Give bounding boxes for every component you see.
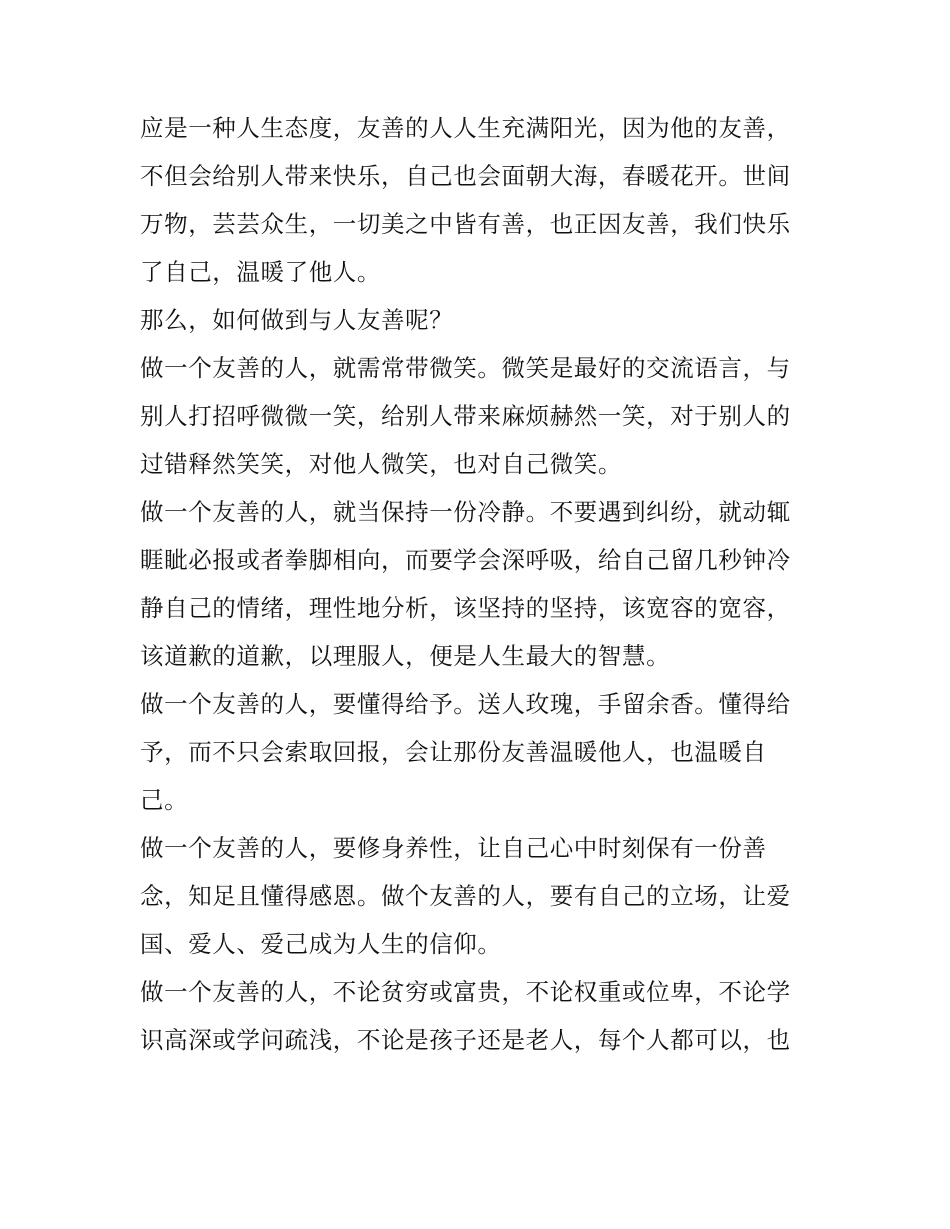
text-line: 识高深或学问疏浅，不论是孩子还是老人，每个人都可以，也 <box>140 1026 791 1054</box>
text-line: 做一个友善的人，就当保持一份冷静。不要遇到纠纷，就动辄 <box>140 498 791 526</box>
text-line: 做一个友善的人，要懂得给予。送人玫瑰，手留余香。懂得给 <box>140 690 791 718</box>
text-line: 做一个友善的人，不论贫穷或富贵，不论权重或位卑，不论学 <box>140 978 791 1006</box>
text-line: 予，而不只会索取回报，会让那份友善温暖他人，也温暖自 <box>140 738 767 766</box>
text-line: 不但会给别人带来快乐，自己也会面朝大海，春暖花开。世间 <box>140 162 791 190</box>
text-line: 国、爱人、爱己成为人生的信仰。 <box>140 930 502 958</box>
text-line: 过错释然笑笑，对他人微笑，也对自己微笑。 <box>140 450 622 478</box>
text-line: 别人打招呼微微一笑，给别人带来麻烦赫然一笑，对于别人的 <box>140 402 791 430</box>
text-line: 己。 <box>140 786 189 814</box>
text-line: 了自己，温暖了他人。 <box>140 258 381 286</box>
text-line: 万物，芸芸众生，一切美之中皆有善，也正因友善，我们快乐 <box>140 210 791 238</box>
text-line: 念，知足且懂得感恩。做个友善的人，要有自己的立场，让爱 <box>140 882 791 910</box>
text-line: 做一个友善的人，就需常带微笑。微笑是最好的交流语言，与 <box>140 354 791 382</box>
text-line: 静自己的情绪，理性地分析，该坚持的坚持，该宽容的宽容， <box>140 594 791 622</box>
text-line: 睚眦必报或者拳脚相向，而要学会深呼吸，给自己留几秒钟冷 <box>140 546 791 574</box>
text-line: 应是一种人生态度，友善的人人生充满阳光，因为他的友善， <box>140 114 791 142</box>
text-line: 做一个友善的人，要修身养性，让自己心中时刻保有一份善 <box>140 834 767 862</box>
text-line: 那么，如何做到与人友善呢？ <box>140 306 454 334</box>
text-line: 该道歉的道歉，以理服人，便是人生最大的智慧。 <box>140 642 671 670</box>
document-body <box>140 104 820 1064</box>
